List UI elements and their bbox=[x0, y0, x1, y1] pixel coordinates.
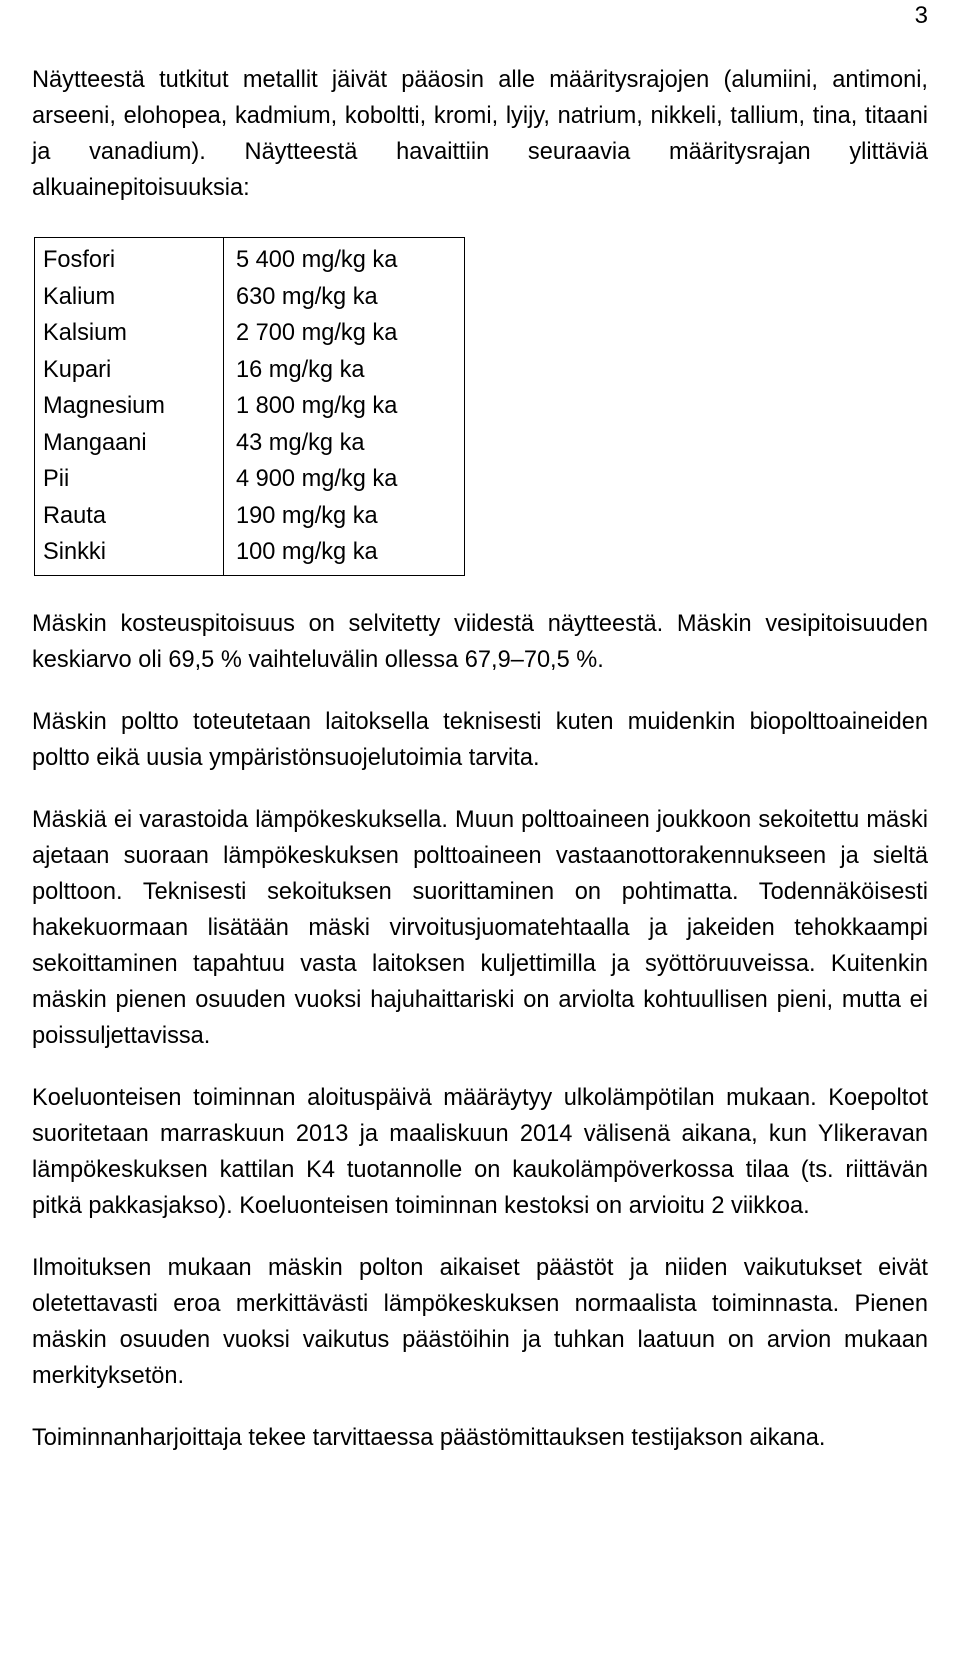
element-value: 190 mg/kg ka bbox=[236, 502, 378, 529]
element-value: 4 900 mg/kg ka bbox=[236, 466, 398, 492]
element-value: 2 700 mg/kg ka bbox=[236, 320, 398, 346]
moisture-paragraph: Mäskin kosteuspitoisuus on selvitetty viidestä näytteestä. Mäskin vesipitoisuuden keskiarvo oli 69,5 % vaihteluvälin ollessa 67,9–70,5 %. bbox=[32, 610, 928, 673]
element-concentration-table bbox=[34, 237, 465, 576]
element-value: 43 mg/kg ka bbox=[236, 429, 365, 456]
table-row bbox=[35, 238, 465, 576]
emissions-paragraph: Ilmoituksen mukaan mäskin polton aikaiset päästöt ja niiden vaikutukset eivät oletettavasti eroa merkittävästi lämpökeskuksen normaalista toiminnasta. Pienen mäskin osuuden vuoksi vaikutus päästöihin ja tuhkan laatuun on arvion mukaan merkityksetön. bbox=[32, 1254, 928, 1389]
element-name: Kalium bbox=[43, 283, 116, 310]
intro-paragraph: Näytteestä tutkitut metallit jäivät pääosin alle määritysrajojen (alumiini, antimoni, arseeni, elohopea, kadmium, koboltti, kromi, lyijy, natrium, nikkeli, tallium, tina, titaani ja vanadium). Näytteestä havaittiin seuraavia määritysrajan ylittäviä alkuainepitoisuuksia: bbox=[32, 67, 928, 201]
element-name: Kalsium bbox=[43, 320, 127, 346]
measurement-paragraph: Toiminnanharjoittaja tekee tarvittaessa päästömittauksen testijakson aikana. bbox=[32, 1424, 826, 1451]
element-name: Kupari bbox=[43, 356, 112, 383]
combustion-paragraph: Mäskin poltto toteutetaan laitoksella teknisesti kuten muidenkin biopolttoaineiden poltto eikä uusia ympäristönsuojelutoimia tarvita. bbox=[32, 708, 928, 771]
element-name: Sinkki bbox=[43, 539, 106, 565]
element-values-cell bbox=[224, 238, 465, 576]
element-value: 630 mg/kg ka bbox=[236, 283, 378, 310]
storage-paragraph: Mäskiä ei varastoida lämpökeskuksella. Muun polttoaineen joukkoon sekoitettu mäski ajetaan suoraan lämpökeskuksen polttoaineen vastaanottorakennukseen ja sieltä polttoon. Teknisesti sekoituksen suorittaminen on pohtimatta. Todennäköisesti hakekuormaan lisätään mäski virvoitusjuomatehtaalla ja jakeiden tehokkaampi sekoittaminen tapahtuu vasta laitoksen kuljettimilla ja syöttöruuveissa. Kuitenkin mäskin pienen osuuden vuoksi hajuhaittariski on arviolta kohtuullisen pieni, mutta ei poissuljettavissa. bbox=[32, 806, 928, 1049]
element-name: Magnesium bbox=[43, 393, 165, 419]
element-value: 1 800 mg/kg ka bbox=[236, 393, 398, 419]
element-value: 16 mg/kg ka bbox=[236, 356, 365, 383]
element-value: 5 400 mg/kg ka bbox=[236, 247, 398, 273]
element-name: Rauta bbox=[43, 502, 106, 529]
element-name: Mangaani bbox=[43, 429, 147, 456]
page-number: 3 bbox=[914, 2, 928, 29]
trial-schedule-paragraph: Koeluonteisen toiminnan aloituspäivä määräytyy ulkolämpötilan mukaan. Koepoltot suoritetaan marraskuun 2013 ja maaliskuun 2014 välisenä aikana, kun Ylikeravan lämpökeskuksen kattilan K4 tuotannolle on kaukolämpöverkossa tilaa (ts. riittävän pitkä pakkasjakso). Koeluonteisen toiminnan kestoksi on arvioitu 2 viikkoa. bbox=[32, 1084, 928, 1219]
element-names-cell bbox=[35, 238, 224, 576]
element-name: Fosfori bbox=[43, 247, 116, 273]
document-body bbox=[32, 62, 928, 1456]
element-value: 100 mg/kg ka bbox=[236, 539, 378, 565]
element-name: Pii bbox=[43, 466, 70, 492]
